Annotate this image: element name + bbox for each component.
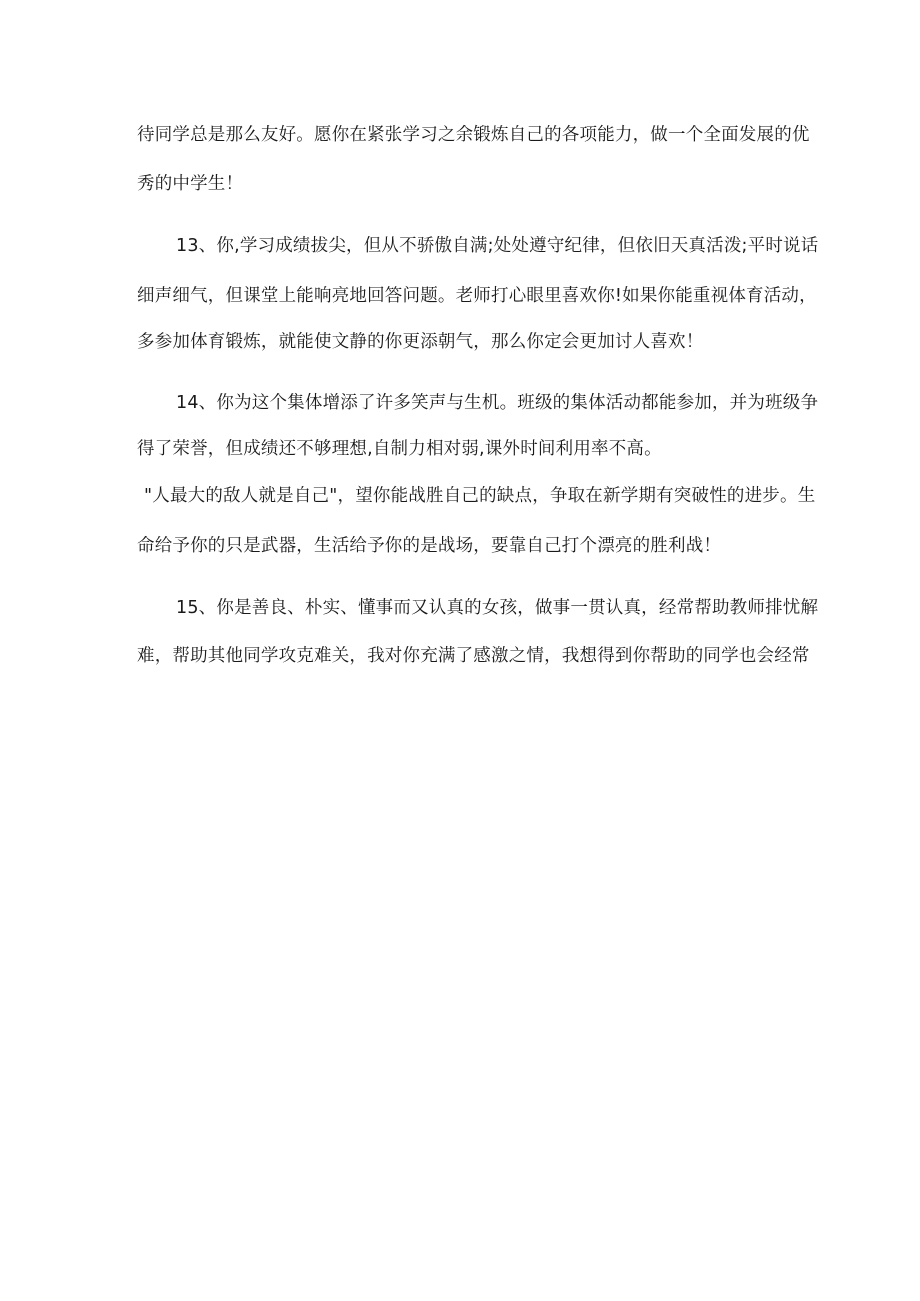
- text-line: 难，帮助其他同学攻克难关，我对你充满了感激之情，我想得到你帮助的同学也会经常: [137, 646, 810, 666]
- text-line: 多参加体育锻炼，就能使文静的你更添朝气，那么你定会更加讨人喜欢！: [137, 332, 704, 352]
- text-line: 得了荣誉，但成绩还不够理想,自制力相对弱,课外时间利用率不高。: [137, 439, 662, 459]
- text-line: 细声细气，但课堂上能响亮地回答问题。老师打心眼里喜欢你!如果你能重视体育活动，: [137, 286, 817, 306]
- paragraph-14-start: 14、你为这个集体增添了许多笑声与生机。班级的集体活动都能参加，并为班级争: [176, 393, 819, 413]
- text-line: 秀的中学生！: [137, 174, 244, 194]
- text-line: 待同学总是那么友好。愿你在紧张学习之余锻炼自己的各项能力，做一个全面发展的优: [137, 125, 810, 145]
- text-line: "人最大的敌人就是自己"，望你能战胜自己的缺点，争取在新学期有突破性的进步。生: [144, 486, 816, 506]
- text-line: 命给予你的只是武器，生活给予你的是战场，要靠自己打个漂亮的胜利战！: [137, 536, 722, 556]
- paragraph-15-start: 15、你是善良、朴实、懂事而又认真的女孩，做事一贯认真，经常帮助教师排忧解: [176, 598, 819, 618]
- paragraph-13-start: 13、你,学习成绩拔尖，但从不骄傲自满;处处遵守纪律，但依旧天真活泼;平时说话: [176, 236, 819, 256]
